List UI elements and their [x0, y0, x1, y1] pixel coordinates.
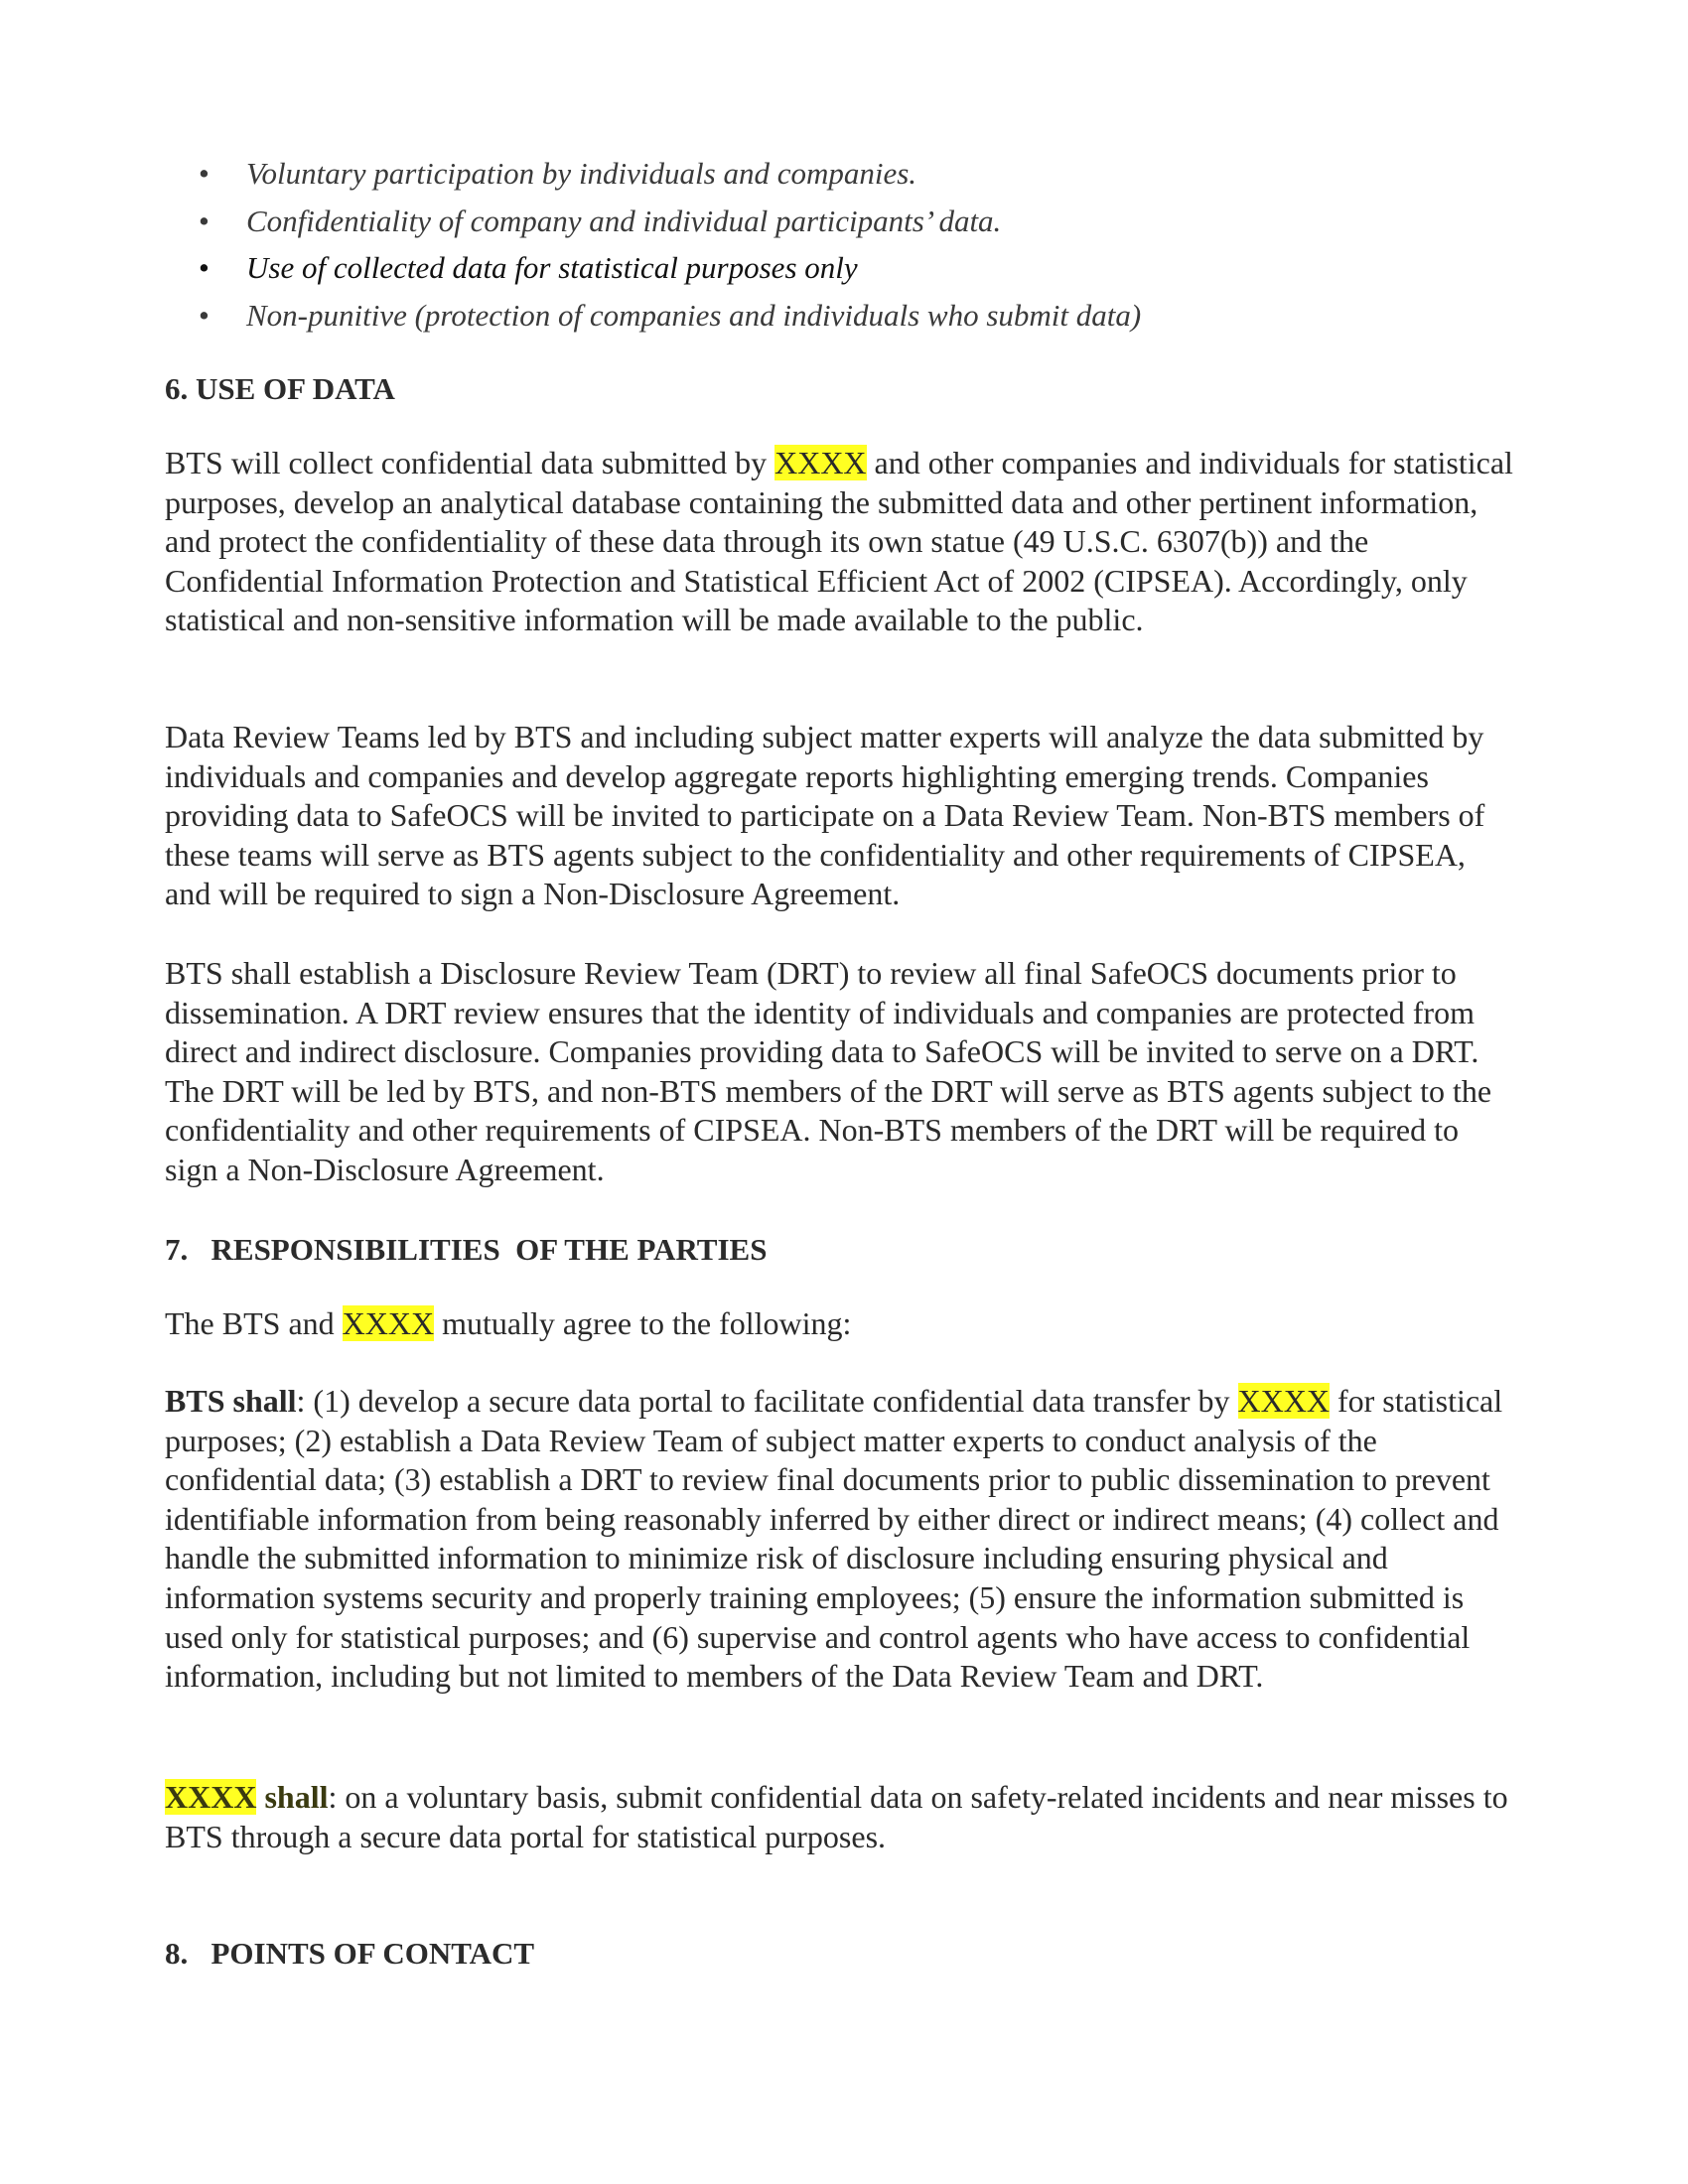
section-6-paragraph-3: BTS shall establish a Disclosure Review Team (DRT) to review all final SafeOCS documents prior to dissemination. A DRT review ensures that the identity of individuals and companies are protected from direct and indirect disclosure. Companies providing data to SafeOCS will be invited to serve on a DRT. The DRT will be led by BTS, and non-BTS members of the DRT will serve as BTS agents subject to the confidentiality and other requirements of CIPSEA. Non-BTS members of the DRT will be required to sign a Non-Disclosure Agreement.	[165, 955, 1492, 1187]
bts-responsibilities: BTS shall: (1) develop a secure data portal to facilitate confidential data transfer by XXXX for statistical purposes; (2) establish a Data Review Team of subject matter experts to conduct analysis of the confidential data; (3) establish a DRT to review final documents prior to public dissemination to prevent identifiable information from being reasonably inferred by either direct or indirect means; (4) collect and handle the submitted information to minimize risk of disclosure including ensuring physical and information systems security and properly training employees; (5) ensure the information submitted is used only for statistical purposes; and (6) supervise and control agents who have access to confidential information, including but not limited to members of the Data Review Team and DRT.	[165, 1383, 1503, 1695]
xxxx-responsibilities: XXXX shall: on a voluntary basis, submit confidential data on safety-related incidents and near misses to BTS through a secure data portal for statistical purposes.	[165, 1779, 1508, 1854]
section-6-heading: 6. USE OF DATA	[165, 371, 395, 406]
principles-list	[199, 150, 1489, 339]
section-7-heading: 7. RESPONSIBILITIES OF THE PARTIES	[165, 1232, 768, 1267]
bullet-icon: •	[199, 156, 210, 191]
bullet-icon: •	[199, 250, 210, 285]
xxxx-shall-label: shall	[256, 1779, 329, 1815]
section-8-heading: 8. POINTS OF CONTACT	[165, 1936, 535, 1971]
bullet-icon: •	[199, 297, 210, 333]
placeholder-highlight: XXXX	[165, 1779, 257, 1815]
section-6-paragraph-1: BTS will collect confidential data submitted by XXXX and other companies and individuals for statistical purposes, develop an analytical database containing the submitted data and other pertinent information, and protect the confidentiality of these data through its own statue (49 U.S.C. 6307(b)) and the Confidential Information Protection and Statistical Efficient Act of 2002 (CIPSEA). Accordingly, only statistical and non-sensitive information will be made available to the public.	[165, 445, 1513, 638]
placeholder-highlight: XXXX	[342, 1305, 435, 1341]
bullet-icon: •	[199, 203, 210, 238]
list-item: • Non-punitive (protection of companies and individuals who submit data)	[199, 292, 1489, 340]
list-item: • Confidentiality of company and individual participants’ data.	[199, 198, 1489, 245]
list-item: • Use of collected data for statistical purposes only	[199, 244, 1489, 292]
bts-shall-label: BTS shall	[165, 1383, 297, 1419]
section-6-paragraph-2: Data Review Teams led by BTS and including subject matter experts will analyze the data submitted by individuals and companies and develop aggregate reports highlighting emerging trends. Companies providing data to SafeOCS will be invited to participate on a Data Review Team. Non-BTS members of these teams will serve as BTS agents subject to the confidentiality and other requirements of CIPSEA, and will be required to sign a Non-Disclosure Agreement.	[165, 719, 1485, 912]
section-7-intro: The BTS and XXXX mutually agree to the following:	[165, 1305, 852, 1341]
placeholder-highlight: XXXX	[1237, 1383, 1330, 1419]
placeholder-highlight: XXXX	[774, 445, 867, 480]
list-item: • Voluntary participation by individuals and companies.	[199, 150, 1489, 198]
